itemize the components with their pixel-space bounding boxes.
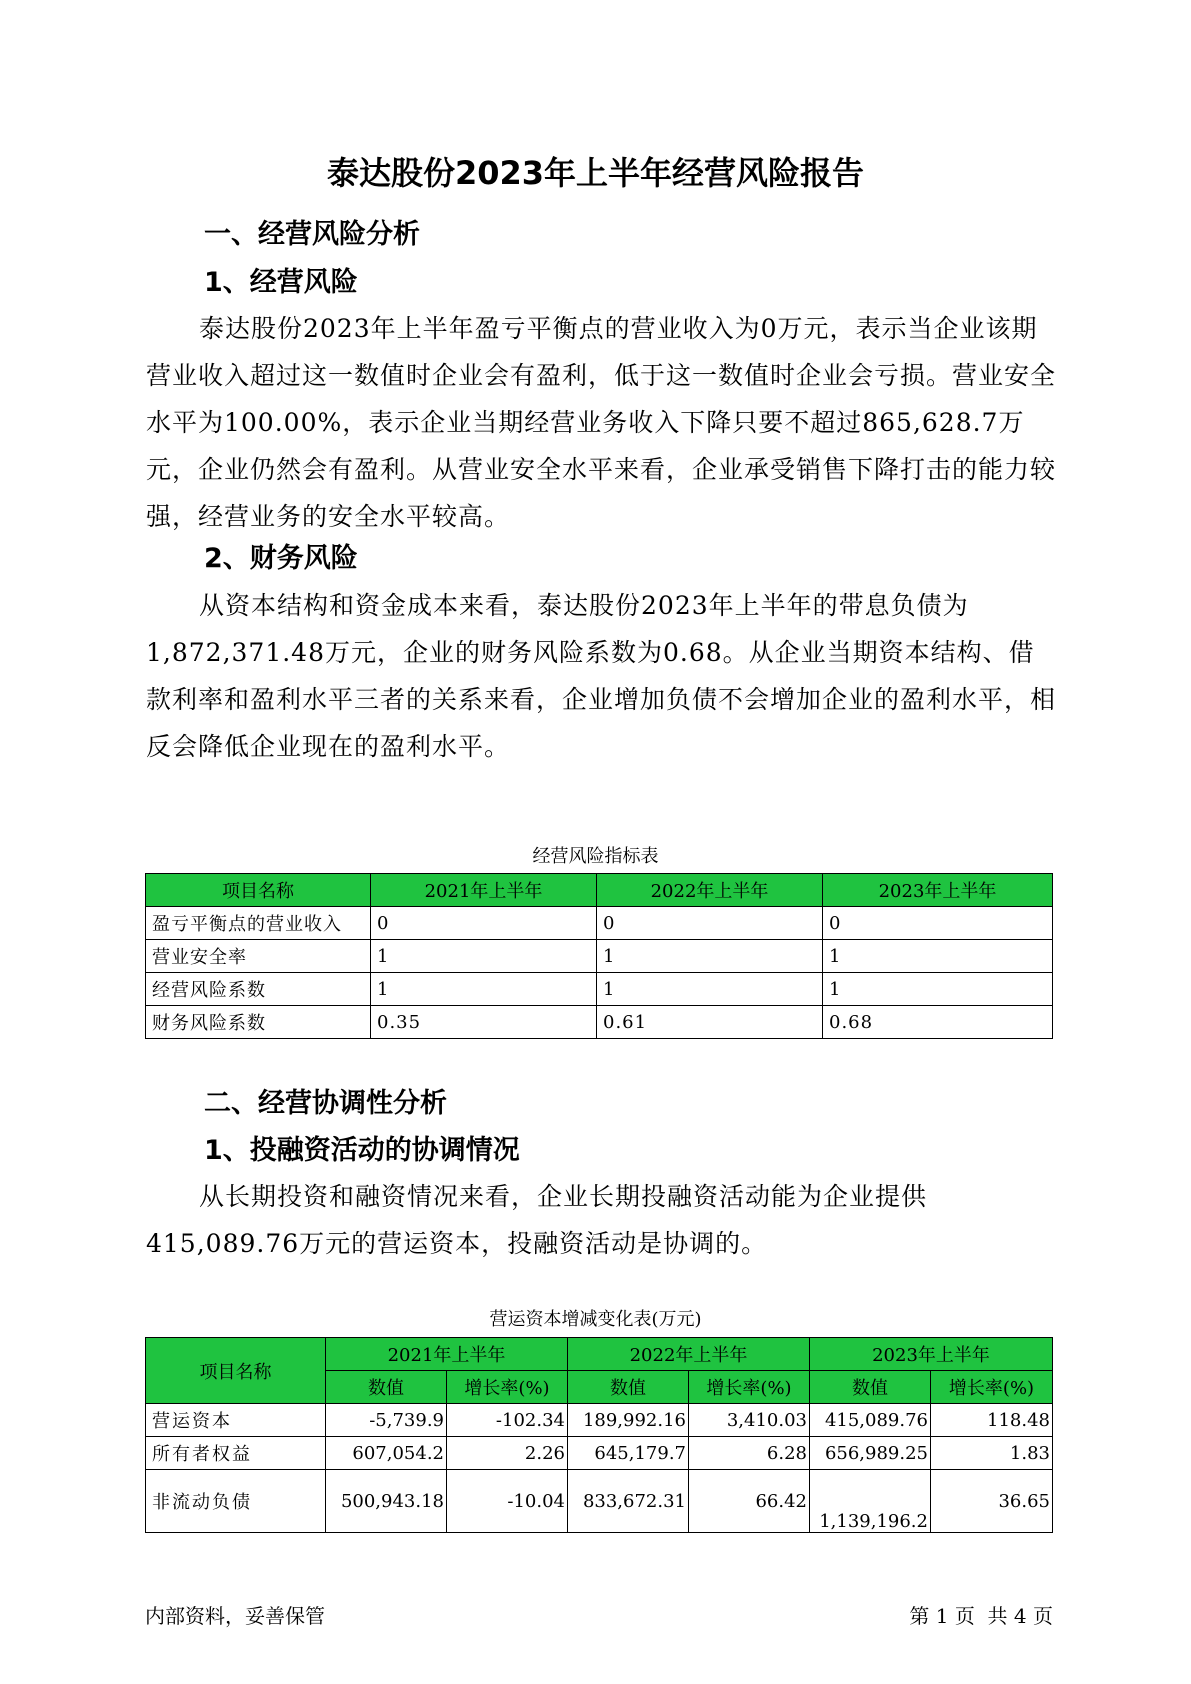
table-cell: 1	[371, 940, 597, 973]
table-cell: 0.35	[371, 1006, 597, 1039]
table-cell: 1	[597, 973, 823, 1006]
page-title: 泰达股份2023年上半年经营风险报告	[326, 154, 865, 192]
table-cell: 0	[597, 907, 823, 940]
table-cell: 0.61	[597, 1006, 823, 1039]
table-cell: 非流动负债	[146, 1470, 326, 1533]
table-cell: 1,139,196.2	[810, 1470, 931, 1533]
subheading-operating-risk: 1、经营风险	[204, 267, 358, 298]
table-cell: 2.26	[447, 1437, 568, 1470]
table-header-cell: 数值	[568, 1371, 689, 1404]
table1-caption: 经营风险指标表	[532, 846, 659, 867]
table-header-cell: 2023年上半年	[810, 1338, 1053, 1371]
table-cell: 1	[823, 940, 1053, 973]
table-cell: 所有者权益	[146, 1437, 326, 1470]
table-cell: 36.65	[931, 1470, 1053, 1533]
table-cell: 1	[823, 973, 1053, 1006]
table-header-cell: 数值	[810, 1371, 931, 1404]
table2-caption: 营运资本增减变化表(万元)	[489, 1309, 702, 1330]
table-header-cell: 2022年上半年	[597, 874, 823, 907]
table-row	[146, 1470, 1053, 1533]
table-header-cell: 2021年上半年	[326, 1338, 568, 1371]
table-cell: 189,992.16	[568, 1404, 689, 1437]
table-cell: 833,672.31	[568, 1470, 689, 1533]
table-row	[146, 1404, 1053, 1437]
table-cell: 1	[597, 940, 823, 973]
table-cell: 盈亏平衡点的营业收入	[146, 907, 371, 940]
table-cell: 3,410.03	[689, 1404, 810, 1437]
table-cell: 118.48	[931, 1404, 1053, 1437]
table-cell: -10.04	[447, 1470, 568, 1533]
footer-page-number: 第 1 页 共 4 页	[909, 1604, 1053, 1628]
paragraph-investment-financing: 从长期投资和融资情况来看，企业长期投融资活动能为企业提供415,089.76万元的营运资本，投融资活动是协调的。	[146, 1182, 928, 1258]
working-capital-table	[145, 1337, 1053, 1533]
table-header-cell: 项目名称	[146, 1338, 326, 1404]
table-cell: 500,943.18	[326, 1470, 447, 1533]
table-header-cell: 增长率(%)	[447, 1371, 568, 1404]
table-cell: -5,739.9	[326, 1404, 447, 1437]
table-row	[146, 1006, 1053, 1039]
table-header-cell: 数值	[326, 1371, 447, 1404]
table-header-cell: 2021年上半年	[371, 874, 597, 907]
table-row	[146, 940, 1053, 973]
table-cell: 6.28	[689, 1437, 810, 1470]
table-cell: 0	[371, 907, 597, 940]
table-cell: 营业安全率	[146, 940, 371, 973]
table-row	[146, 973, 1053, 1006]
table-cell: 经营风险系数	[146, 973, 371, 1006]
table-cell: 607,054.2	[326, 1437, 447, 1470]
table-cell: 415,089.76	[810, 1404, 931, 1437]
table-cell: 1	[371, 973, 597, 1006]
table-cell: 0	[823, 907, 1053, 940]
table-header-cell: 增长率(%)	[931, 1371, 1053, 1404]
table-cell: 66.42	[689, 1470, 810, 1533]
table-cell: 656,989.25	[810, 1437, 931, 1470]
table-row	[146, 1437, 1053, 1470]
table-cell: 0.68	[823, 1006, 1053, 1039]
table-cell: -102.34	[447, 1404, 568, 1437]
footer-confidential-note: 内部资料，妥善保管	[145, 1604, 325, 1628]
table-cell: 645,179.7	[568, 1437, 689, 1470]
table-header-cell: 2023年上半年	[823, 874, 1053, 907]
table-header-row	[146, 874, 1053, 907]
section-heading-operating-risk: 一、经营风险分析	[204, 219, 420, 250]
table-header-cell: 增长率(%)	[689, 1371, 810, 1404]
table-cell: 营运资本	[146, 1404, 326, 1437]
table-cell: 财务风险系数	[146, 1006, 371, 1039]
paragraph-financial-risk: 从资本结构和资金成本来看，泰达股份2023年上半年的带息负债为1,872,371.48万元，企业的财务风险系数为0.68。从企业当期资本结构、借款利率和盈利水平三者的关系来看，企业增加负债不会增加企业的盈利水平，相反会降低企业现在的盈利水平。	[146, 591, 1057, 761]
table-header-row	[146, 1338, 1053, 1371]
section-heading-coordination: 二、经营协调性分析	[204, 1088, 447, 1119]
table-header-cell: 2022年上半年	[568, 1338, 810, 1371]
risk-indicator-table	[145, 873, 1053, 1039]
subheading-financial-risk: 2、财务风险	[204, 543, 358, 574]
table-row	[146, 907, 1053, 940]
paragraph-operating-risk: 泰达股份2023年上半年盈亏平衡点的营业收入为0万元，表示当企业该期营业收入超过这一数值时企业会有盈利，低于这一数值时企业会亏损。营业安全水平为100.00%，表示企业当期经营业务收入下降只要不超过865,628.7万元，企业仍然会有盈利。从营业安全水平来看，企业承受销售下降打击的能力较强，经营业务的安全水平较高。	[146, 314, 1057, 531]
subheading-investment-financing: 1、投融资活动的协调情况	[204, 1135, 520, 1166]
table-cell: 1.83	[931, 1437, 1053, 1470]
table-header-cell: 项目名称	[146, 874, 371, 907]
